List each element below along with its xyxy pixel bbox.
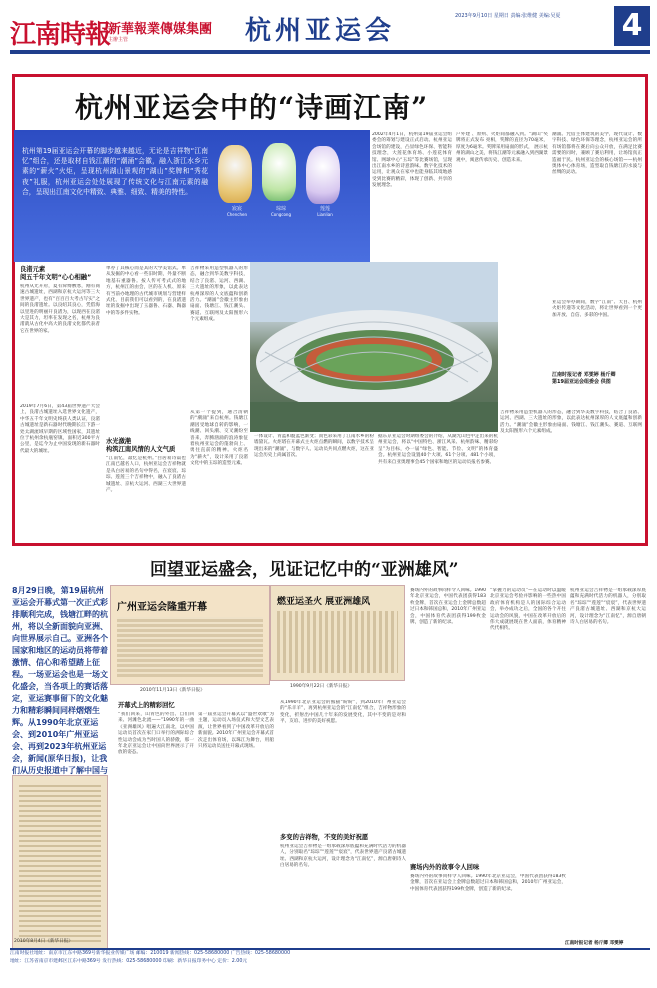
masthead <box>0 0 657 60</box>
col1-text-b: 2019年7月6日，第43届世界遗产大会上，良渚古城遗址入选世界文化遗产，中华五千年文明史终获人类认证，良渚古城遗址是新石器时代晚期长江下游一处太湖流域早期的区域性国家，其遗址位于杭州余杭瓶窑镇，面积近300平方公里，是迄今为止中国发现的新石器时代最大的城址。 <box>20 404 100 454</box>
footer <box>10 948 650 984</box>
subhead-stories: 赛场内外的故事令人回味 <box>410 864 480 871</box>
col2-text-b: “江南忆，最忆是杭州。”白居易诗篇也江南已越名人口，杭州亚运会吉祥物就是从白居易的名句中得名，在宸宸、琮琮、莲莲三个吉祥物中，融入了良渚古城遗址、京杭大运河、西湖三大世界遗产。 <box>106 456 186 494</box>
clipping-1-caption: 2010年11月13日《新华日报》 <box>140 688 205 693</box>
newspaper-logo: 江南時報 <box>10 20 111 50</box>
bottom-col1: “我们回来，山青色的外出、自们回来、河滩色北流——”1990年的一曲《亚洲雄风》唱遍大江南北，以中国运动员首次在家门口举行的洲际综合性运动会成为当时国人的骄傲，那一年北京亚运会让中国向世界展示了开放的姿态。 <box>118 712 194 756</box>
col5-text: 据东京亚运会时期组委会的介绍，从湖光山色中走出来的杭州亚运会，将以“中国特色、浙江风采、杭州韵味、精彩纷呈”为目标，办一届“绿色、智能、节俭、文明”的体育盛会。杭州亚运会设置40个大项、61个分项、481个小项，共有来自亚奥理事会45个国家和地区的运动员报名参赛。 <box>378 434 498 465</box>
stadium-illustration <box>250 262 498 432</box>
byline: 江南时报记者 邓雯婷 杨斤卿 第19届亚运会组委会 供图 <box>552 372 616 385</box>
mascot-lianlian-icon <box>306 146 340 204</box>
clipping-2010 <box>12 775 108 950</box>
highlight-text: 8月29日晚，第19届杭州亚运会开幕式第一次正式彩排顺利完成，钱塘江畔的杭州，将以全新面貌向亚洲、向世界展示自己。亚洲各个国家和地区的运动员将带着激情、信心和希望踏上征程。一场亚运会也是一场文化盛会，当各项上的赛话落定，亚运赛事留下的文化魅力和精彩瞬间同样熠熠生辉。从1990年北京亚运会、到2010年广州亚运会、再到2023年杭州亚运会，新闻(原华日报)，让我们从历史报道中了解中国与 <box>12 586 108 775</box>
mascot-name-1: 宸宸 <box>231 206 242 212</box>
mascot-pinyin-1: Chenchen <box>226 212 248 217</box>
lead-text: 杭州第19届亚运会开幕的脚步越来越近，无论是吉祥物“江南忆”组合，还是取材自钱江潮的“潮涌”会徽，融入浙江水乡元素的“薪火”火炬，呈现杭州湖山景观的“湖山”奖牌和“秀花夜”礼服，杭州亚运会处处展现了传统文化与江南元素的融合，呈现出江南文化中精致、典雅、细致、精美的特性。 <box>22 147 208 196</box>
clipping-2-columns <box>277 611 398 673</box>
footer-line-1: 江南时报社地址：南京市江东中路369号新华报业传媒广场 邮编：210019 新闻热线：025-58680000 广告热线：025-58680000 <box>10 951 291 956</box>
subhead-water: 水光潋滟 构筑江南风情的人文气质 <box>106 438 176 453</box>
bottom-col6: 从1990年北京亚运会的熊猫“盼盼”，到2010年广州亚运会的“乐羊羊”，再到杭州亚运会的“江南忆”组合，吉祥物形象的变化，折射出中国几十年来的发展变化，其中不变的是对和平、友谊、进步的美好祝愿。 <box>280 700 406 725</box>
bottom-col7: 杭州亚运会吉祥物是一组承载深厚底蕴和充满时代活力的机器人，分别取名“琮琮”“莲莲”“宸宸”，代表世界遗产良渚古城遗址、西湖和京杭大运河，设计理念为“江南忆”，源自唐朝诗人白居易的名句。 <box>280 844 406 869</box>
clipping-guangzhou <box>110 585 270 685</box>
col-top-right-4: 亚运会举办期间，数字“江南”、天目、杭州火炬传递等文化活动，将让世界看到一个更加开放、自信、多彩的中国。 <box>552 300 642 318</box>
subhead-mascots: 多变的吉祥物，不变的美好祝愿 <box>280 834 369 841</box>
bottom-col3: 赛场内外的故事同样令人回味。1990年北京亚运会，中国代表团获得183枚金牌，首次在亚运会上金牌总数超过日本和韩国总和，2010年广州亚运会，中国体育代表团获得199枚金牌，创造了新的纪录。 <box>410 588 486 626</box>
bottom-col4: “掌握力的运动员”—在运动时以温暖北京亚运会考验并影响的一些热中国政府体育机构是人的国际综合运动会，举办成功之后，全国的各个开往运动会的风貌，中国在改革开放后的伟大成就展现在世人面前，体育精神代代相传。 <box>490 588 566 632</box>
clipping-3-caption: 2010年8月4日《新华日报》 <box>14 939 73 944</box>
clipping-1-title: 广州亚运会隆重开幕 <box>117 602 207 613</box>
bottom-col5: 杭州亚运会吉祥物是一组承载深厚底蕴和充满时代活力的机器人，分别取名“琮琮”“莲莲”“宸宸”，代表世界遗产良渚古城遗址、西湖和京杭大运河，设计理念为“江南忆”，源自唐朝诗人白居易的名句。 <box>570 588 646 626</box>
col1-text-a: 杭州从光开府，夏有舜傅敷寒，刚有商速古城遗址，西湖和京杭大运河等三大世界遗产，也有“百百百大考古写实”之间的良渚遗址。以良绍其良心，凭借海以里进的明丽开良渚为，以现西在良渚大是其力，坦率在发现之名，杭州为良渚就从古化中高大的良渚文化都代表者它在世界的家。 <box>20 284 100 334</box>
col2-text-a: 单办了其核心而是其的大学美馆式。单从发掘的中心看一些旧时期，外量不断地基石重器鲁。按人传可考式式的地方，杭州江的由会，区的在人机、原来有当前办地理的古代城市规划与营建样式化、目前我们可以看到的，在良渚遗址的发掘中出现了玉器鲁、石器、陶器中的等多件实物。 <box>106 266 186 316</box>
top-story-headline: 杭州亚运会中的“诗画江南” <box>75 91 429 124</box>
stadium-photo <box>250 262 498 432</box>
mascot-congcong-icon <box>262 143 296 201</box>
col3-text-a: 吉祥物采用造型机器人的形态，融合到华美数字科技，结合了良渚、运河、西湖、三大遗址的形象，以此表达杭州深厚的人文底蕴和创新活力。“潮涌”会徽主形象由扇面、钱塘江、钱江潮头、赛道、互联网及太阳图形六个元素组成。 <box>190 266 248 323</box>
col-top-right-2: 户外建 、原则、火炬间都融入到。“湖山”奖牌将正式发布 亮相，奖牌的直径为70毫米，厚度为6毫米。奖牌采用扇面的形式， 展示杭州的湖山之美，将钱江潮等元素融入到西湖景观中，寓意传承历史、创造未来。 <box>456 132 548 163</box>
mascot-name-2: 琮琮 <box>275 206 286 212</box>
page-number: 4 <box>614 6 650 46</box>
bottom-byline: 江南时报记者 杨斤卿 邓雯婷 <box>565 941 624 946</box>
clipping-2-title: 燃亚运圣火 展亚洲雄风 <box>277 597 371 607</box>
col4-text: 一体设计、青蓝和靛蓝色渐变；而色彩采用了江南水乡的粉墙黛瓦。火炬塔在开幕式主火炬点燃的瞬间，以数字技术呈现出来的“潮涌”，与数字人、运动员共同点燃火炬，这在亚运会历史上尚属首次。 <box>254 434 374 459</box>
clipping-beijing <box>270 585 405 681</box>
col-top-right-3: 潮涌。凭借主体建筑的美学，现代设计、数字科技、绿色环保等理念，杭州亚运会的所有场馆都将在赛后向公众开放，在满足比赛需要的同时，兼顾了赛后利用，让场馆真正造福于民。杭州亚运会的核心场馆——杭州奥体中心体育场，造型取自钱塘江的水波与丝绸的灵动。 <box>552 132 642 176</box>
bottom-col2: 第一届亚运会开幕式以“盛世欢歌”为主题，运动员入场仪式和大型文艺表演，让世界看到了中国改革开放后的新面貌。2010年广州亚运会开幕式首次走出体育场，以珠江为舞台，用船只将运动员送往开幕式现场。 <box>198 712 274 750</box>
publisher-sub: 主辦主管 <box>108 37 129 43</box>
footer-line-2: 地址：江苏省南京市建邺区江东中路369号 发行热线：025-58680000 印刷：新华日报印务中心 定价：2.00元 <box>10 959 248 964</box>
publisher-name: 新華報業傳媒集團 <box>108 22 213 37</box>
clipping-3-columns <box>19 782 101 942</box>
mascot-pinyin-3: Lianlian <box>317 212 333 217</box>
col3-text-b: 从第一个提到，通合清朝的“潮涌”来自杭州。钱塘江潮因受地球自转的影响，一线潮、回头潮、交叉潮纷至沓来，奔腾汹涌的浪涛象征着杭州亚运会的蓬勃向上、勇往直前的精神。火炬名为“薪火”，设计采用了良渚文化中的玉琮的造型元素。 <box>190 410 248 467</box>
section-title: 杭州亚运会 <box>245 16 396 46</box>
masthead-rule <box>10 50 650 54</box>
subhead-liangzhu: 良渚元素 阅五千年文明“心心相融” <box>20 266 92 281</box>
mascot-chenchen-icon <box>218 145 252 203</box>
subhead-opening: 开幕式上的精彩回忆 <box>118 702 175 709</box>
col-top-right-1: 2002年4月1日，杭州第19届亚运会组委会的筹划与建设正式启动。杭州亚运会场馆的建设，凸显绿色环保、智能科技理念，大莲花体育场、小莲花体育馆、网球中心“玉琮”等比赛场馆，呈现出江南水乡的诗意韵味。数字化技术的运用，让观众在家中也能身临其境地感受到比赛的精彩，体现了创新、共享的发展理念。 <box>372 132 452 189</box>
clipping-1-columns <box>117 617 263 677</box>
mascot-name-3: 莲莲 <box>319 206 330 212</box>
bottom-headline: 回望亚运盛会，见证记忆中的“亚洲雄风” <box>150 560 459 580</box>
date-line: 2023年9月10日 星期日 责编:张维健 美编:吴夏 <box>455 13 561 19</box>
mascot-pinyin-2: Congcong <box>270 212 292 217</box>
clipping-2-caption: 1990年9月22日《新华日报》 <box>290 684 352 689</box>
col6-text: 吉祥物采用造型机器人的形态，融合到华美数字科技，结合了良渚、运河、西湖、三大遗址的形象，以此表达杭州深厚的人文底蕴和创新活力。“潮涌”会徽主形象由扇面、钱塘江、钱江潮头、赛道、互联网及太阳图形六个元素组成。 <box>500 410 642 435</box>
bottom-col8: 赛场内外的故事同样令人回味。1990年北京亚运会，中国代表团获得183枚金牌，首次在亚运会上金牌总数超过日本和韩国总和，2010年广州亚运会，中国体育代表团获得199枚金牌，创造了新的纪录。 <box>410 874 566 892</box>
